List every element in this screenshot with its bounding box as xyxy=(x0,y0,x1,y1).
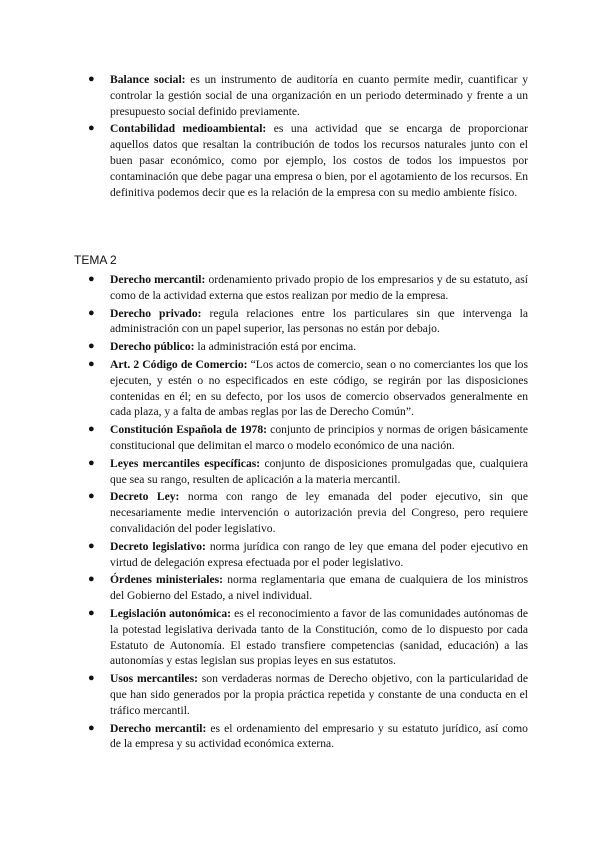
item-term: Art. 2 Código de Comercio: xyxy=(110,357,248,371)
bullet-icon: ● xyxy=(88,122,95,135)
bullet-icon: ● xyxy=(88,306,95,319)
item-text: son verdaderas normas de Derecho objetivo, con la particularidad de que han sido generados por la propia práctica repetida y constante de una conducta en el tráfico mercantil. xyxy=(110,672,528,717)
item-term: Derecho mercantil: xyxy=(110,721,207,735)
item-text: conjunto de disposiciones promulgadas que, cualquiera que sea su rango, resulten de aplicación a la materia mercantil. xyxy=(110,456,528,486)
item-term: Constitución Española de 1978: xyxy=(110,423,268,437)
bullet-icon: ● xyxy=(88,606,95,619)
item-term: Decreto legislativo: xyxy=(110,539,206,553)
list-item xyxy=(0,721,600,753)
item-term: Decreto Ley: xyxy=(110,490,180,504)
list-item xyxy=(0,72,600,119)
item-term: Leyes mercantiles específicas: xyxy=(110,456,261,470)
list-item xyxy=(0,272,600,304)
item-term: Órdenes ministeriales: xyxy=(110,573,224,587)
list-item xyxy=(0,539,600,571)
item-term: Derecho mercantil: xyxy=(110,273,206,286)
item-text: conjunto de principios y normas de origen básicamente constitucional que delimitan el marco o modelo económico de una nación. xyxy=(110,423,528,452)
item-term: Usos mercantiles: xyxy=(110,672,198,686)
bullet-icon: ● xyxy=(88,273,95,285)
section-heading: TEMA 2 xyxy=(74,253,117,267)
item-text: norma reglamentaria que emana de cualquiera de los ministros del Gobierno del Estado, a nivel individual. xyxy=(110,573,528,603)
list-item xyxy=(0,339,600,355)
item-text: regula relaciones entre los particulares sin que intervenga la administración con un papel superior, las personas no están por debajo. xyxy=(110,306,528,336)
list-item xyxy=(0,357,600,420)
bullet-list-section-2 xyxy=(0,272,600,754)
item-term: Contabilidad medioambiental: xyxy=(110,122,267,136)
list-item xyxy=(0,489,600,536)
bullet-icon: ● xyxy=(88,456,95,469)
item-term: Balance social: xyxy=(110,73,186,86)
item-text: es el reconocimiento a favor de las comunidades autónomas de la potestad legislativa derivada tanto de la Constitución, como de lo dispuesto por cada Estatuto de Autonomía. El estado transfiere competencias (sanidad, educación) a las autonomías y estas legislan sus propias leyes en sus estatutos. xyxy=(110,606,528,668)
bullet-icon: ● xyxy=(88,340,95,353)
item-text: es el ordenamiento del empresario y su estatuto jurídico, así como de la empresa y su actividad económica externa. xyxy=(110,721,528,751)
bullet-icon: ● xyxy=(88,423,95,436)
bullet-icon: ● xyxy=(88,672,95,685)
list-item xyxy=(0,121,600,200)
item-term: Derecho público: xyxy=(110,340,195,354)
list-item xyxy=(0,306,600,338)
item-text: norma con rango de ley emanada del poder ejecutivo, sin que necesariamente medie intervención o autorización previa del Congreso, pero requiere convalidación del poder legislativo. xyxy=(110,490,528,535)
item-text: norma jurídica con rango de ley que emana del poder ejecutivo en virtud de delegación expresa efectuada por el poder legislativo. xyxy=(110,539,528,569)
list-item xyxy=(0,572,600,604)
item-term: Derecho privado: xyxy=(110,306,202,320)
bullet-icon: ● xyxy=(88,73,95,85)
bullet-icon: ● xyxy=(88,490,95,503)
bullet-list-section-1 xyxy=(0,72,600,202)
item-text: es una actividad que se encarga de proporcionar aquellos datos que resaltan la contribución de todos los recursos naturales junto con el buen pasar económico, como por ejemplo, los costos de todos los impuestos por contaminación que debe pagar una empresa o bien, por el agotamiento de los recursos. En definitiva podemos decir que es la relación de la empresa con su medio ambiente físico. xyxy=(110,122,528,199)
item-term: Legislación autonómica: xyxy=(110,606,231,620)
item-text: “Los actos de comercio, sean o no comerciantes los que los ejecuten, y estén o no especificados en este código, se regirán por las disposiciones contenidas en él; en su defecto, por los usos de comercio observados generalmente en cada plaza, y a falta de ambas reglas por las de Derecho Común”. xyxy=(110,357,528,419)
bullet-icon: ● xyxy=(88,357,95,370)
list-item xyxy=(0,606,600,669)
list-item xyxy=(0,671,600,718)
item-text: ordenamiento privado propio de los empresarios y de su estatuto, así como de la actividad externa que estos realizan por medio de la empresa. xyxy=(110,273,529,302)
bullet-icon: ● xyxy=(88,539,95,552)
bullet-icon: ● xyxy=(88,573,95,586)
item-text: la administración está por encima. xyxy=(194,340,357,354)
bullet-icon: ● xyxy=(88,721,95,734)
list-item xyxy=(0,422,600,454)
list-item xyxy=(0,456,600,488)
item-text: es un instrumento de auditoría en cuanto permite medir, cuantificar y controlar la gestión social de una organización en un periodo determinado y frente a un presupuesto social definido previamente. xyxy=(110,73,528,118)
